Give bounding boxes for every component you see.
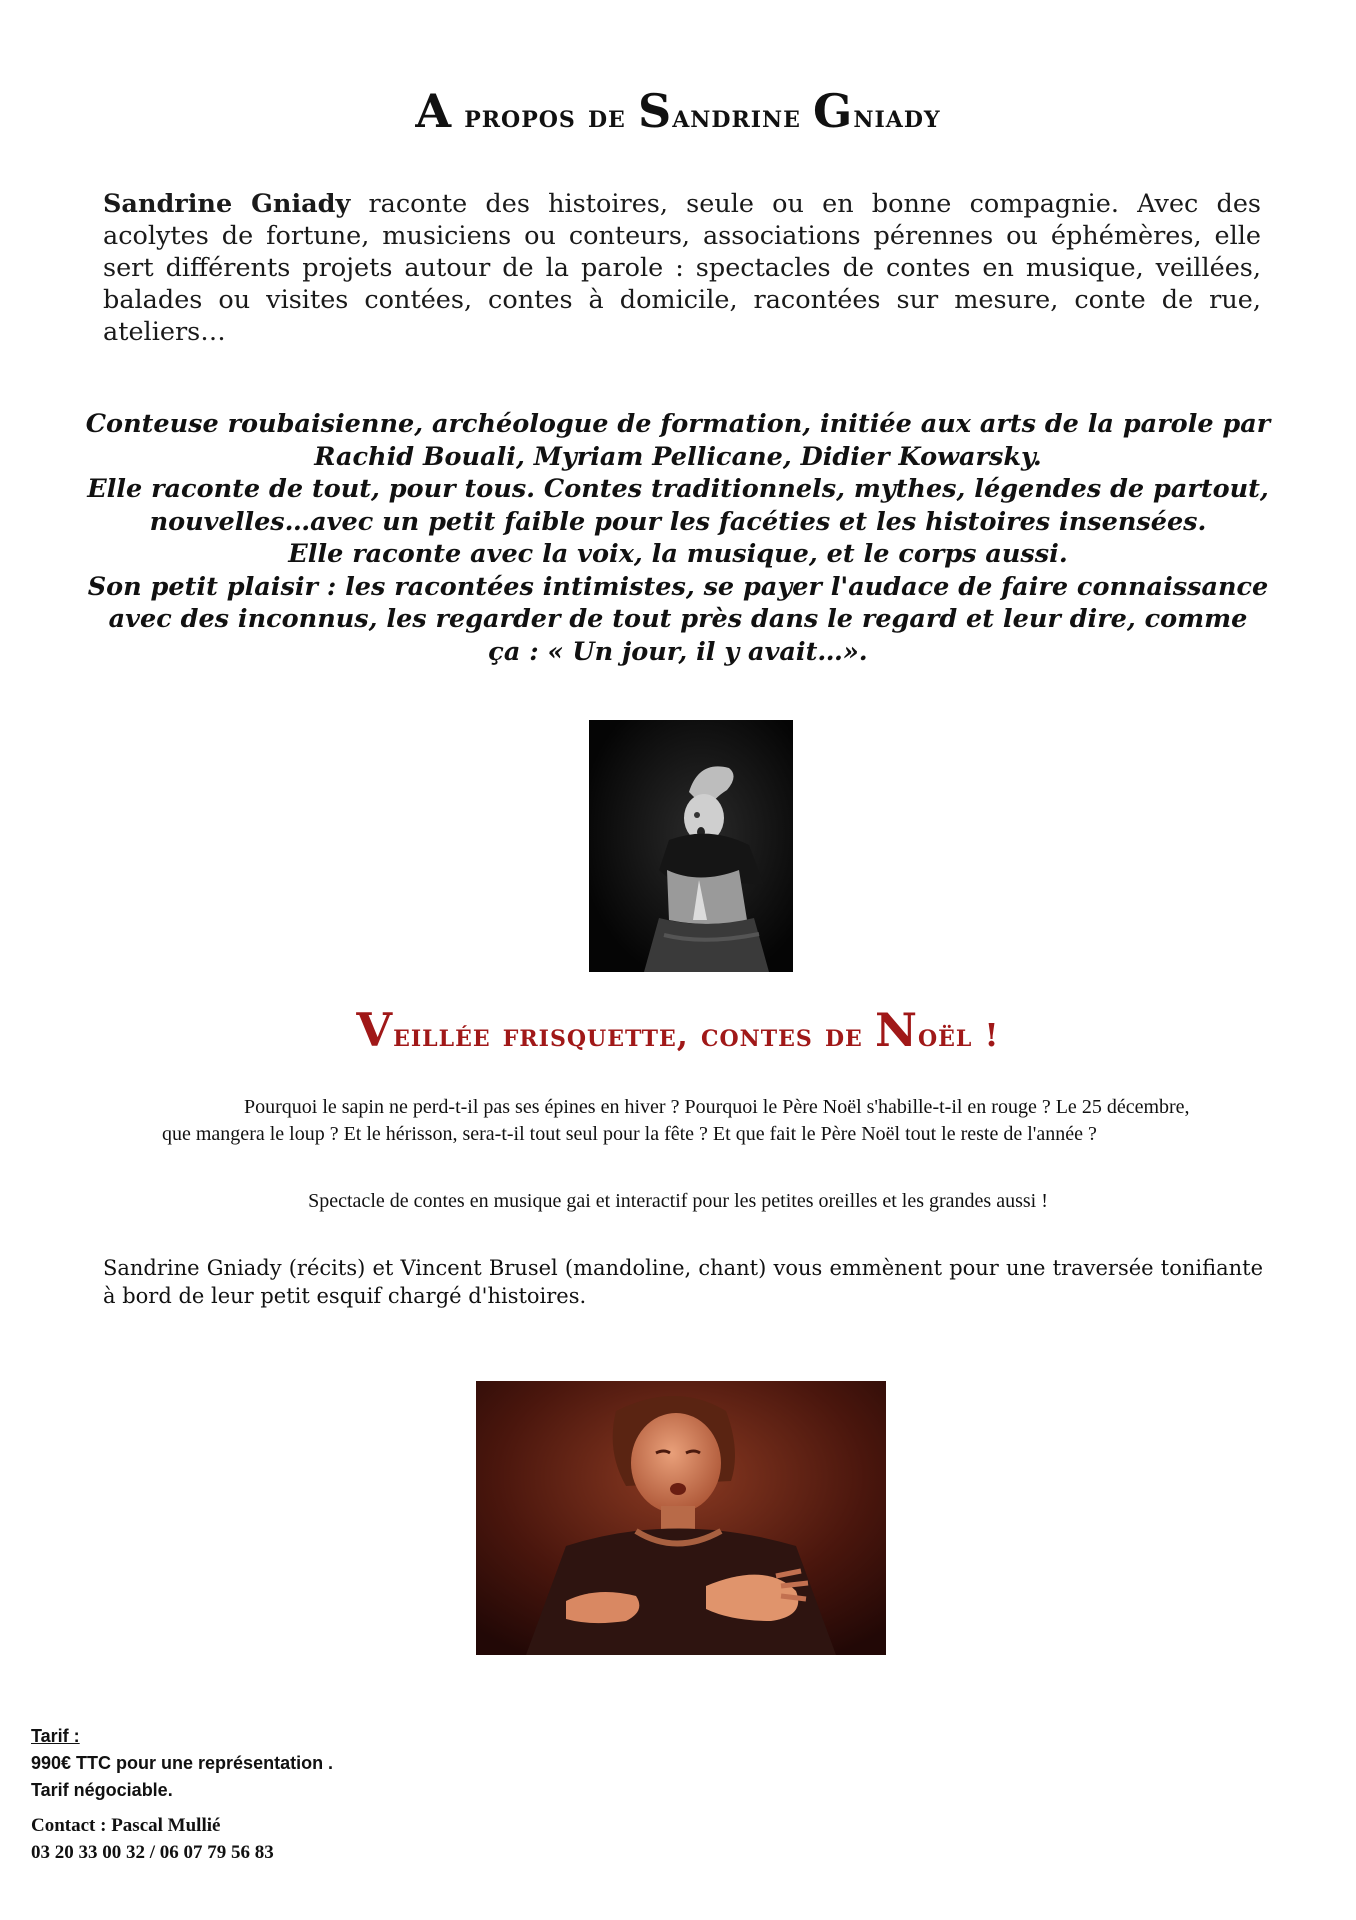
pricing-label: Tarif : [31, 1726, 80, 1746]
bio-line: Son petit plaisir : les racontées intimistes, se payer l'audace de faire connaissance [87, 571, 1269, 602]
bio-line: Rachid Bouali, Myriam Pellicane, Didier Kowarsky. [314, 441, 1042, 472]
intro-paragraph [103, 188, 1261, 348]
bio-line: Elle raconte avec la voix, la musique, et le corps aussi. [288, 539, 1068, 569]
show-tagline: Spectacle de contes en musique gai et interactif pour les petites oreilles et les grandes aussi ! [308, 1190, 1048, 1212]
page-title: A propos de Sandrine Gniady [415, 84, 941, 138]
show-description: Pourquoi le sapin ne perd-t-il pas ses épines en hiver ? Pourquoi le Père Noël s'habille-t-il en rouge ? Le 25 décembre, que mangera le loup ? Et le hérisson, sera-t-il tout seul pour la fête ? Et que fait le Père Noël tout le reste de l'année ? [162, 1096, 1190, 1145]
intro-name: Sandrine Gniady [103, 189, 351, 219]
bio-line: ça : « Un jour, il y avait…». [488, 636, 868, 667]
pricing-note: Tarif négociable. [31, 1780, 173, 1800]
contact-phones: 03 20 33 00 32 / 06 07 79 56 83 [31, 1842, 274, 1863]
contact-label: Contact : Pascal Mullié [31, 1815, 221, 1836]
intro-text: raconte des histoires, seule ou en bonne compagnie. Avec des acolytes de fortune, musiciens ou conteurs, associations pérennes ou éphémères, elle sert différents projets autour de la parole : spectacles de contes en musique, veillées, balades ou visites contées, contes à domicile, racontées sur mesure, conte de rue, ateliers… [103, 189, 1261, 347]
bio-line: Elle raconte de tout, pour tous. Contes traditionnels, mythes, légendes de partout, [87, 474, 1269, 504]
pricing-block [31, 1723, 333, 1804]
bio-block [80, 408, 1276, 668]
show-title: Veillée frisquette, contes de Noël ! [356, 1003, 1000, 1057]
storyteller-photo-bw [589, 720, 793, 972]
storyteller-photo-color [476, 1381, 886, 1655]
pricing-price: 990€ TTC pour une représentation . [31, 1753, 334, 1773]
contact-block [31, 1812, 274, 1866]
show-cast: Sandrine Gniady (récits) et Vincent Brusel (mandoline, chant) vous emmènent pour une traversée tonifiante à bord de leur petit esquif chargé d'histoires. [103, 1256, 1263, 1308]
bio-line: Conteuse roubaisienne, archéologue de formation, initiée aux arts de la parole par [85, 409, 1271, 439]
bio-line: nouvelles…avec un petit faible pour les facéties et les histoires insensées. [149, 506, 1207, 537]
bio-line: avec des inconnus, les regarder de tout près dans le regard et leur dire, comme [108, 604, 1248, 634]
